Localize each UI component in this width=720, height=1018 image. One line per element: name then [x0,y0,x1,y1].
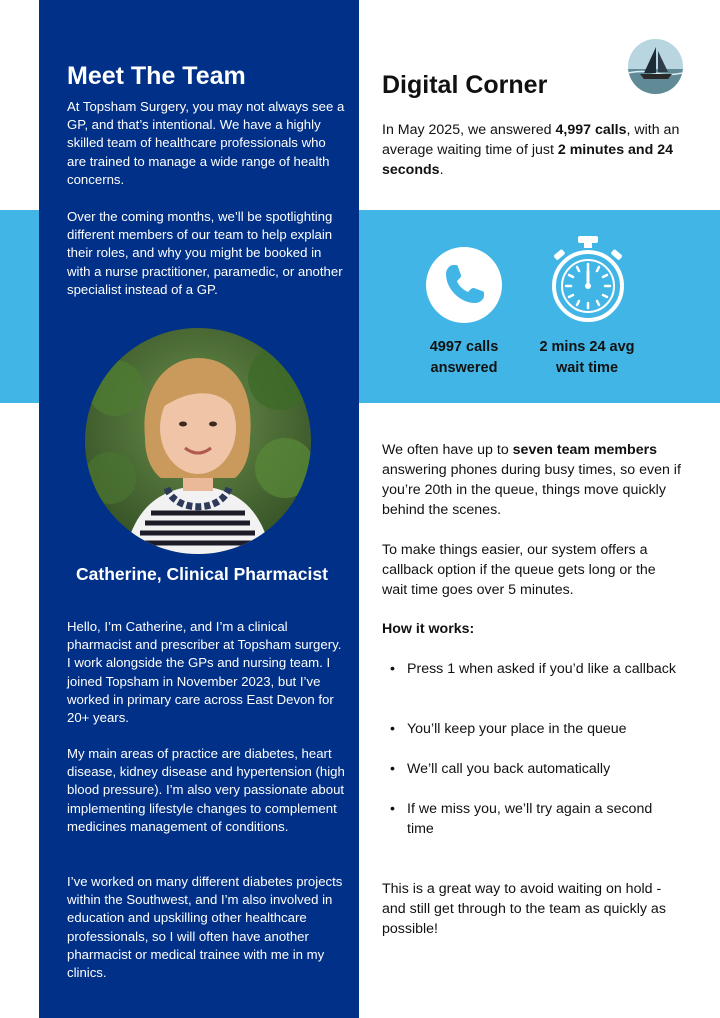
bio-paragraph-2: My main areas of practice are diabetes, heart disease, kidney disease and hypertension (high blood pressure). I’m also very passionate about implementing lifestyle changes to complement medicines management of conditions. [67,746,345,834]
meet-team-column [39,0,359,1018]
callback-paragraph: To make things easier, our system offers a callback option if the queue gets long or the wait time goes over 5 minutes. [382,542,656,598]
intro-paragraph-1: At Topsham Surgery, you may not always see a GP, and that’s intentional. We have a highly skilled team of healthcare professionals who are trained to manage a wide range of health concerns. [67,99,345,187]
bio-paragraph-3: I’ve worked on many different diabetes projects within the Southwest, and I’m also involved in education and upskilling other healthcare professionals, so I will often have another pharmacist or medical trainee with me in my clinics. [67,874,343,981]
phone-icon [426,247,502,323]
bio-paragraph-1: Hello, I’m Catherine, and I’m a clinical pharmacist and prescriber at Topsham surgery. I work alongside the GPs and nursing team. I joined Topsham in November 2023, but I’ve worked in primary care across East Devon for 20+ years. [67,619,342,726]
team-paragraph: We often have up to seven team members answering phones during busy times, so even if you’re 20th in the queue, things move quickly behind the scenes. [382,442,681,518]
how-it-works-heading: How it works: [382,621,475,637]
stat-calls-answered: 4997 calls answered [429,339,499,376]
member-title: Catherine, Clinical Pharmacist [76,564,328,584]
catherine-photo [85,328,311,554]
intro-paragraph-2: Over the coming months, we’ll be spotlighting different members of our team to help explain their roles, and why you might be booked in with a nurse practitioner, paramedic, or another specialist instead of a GP. [67,209,343,297]
closing-paragraph: This is a great way to avoid waiting on hold - and still get through to the team as quickly as possible! [382,881,666,937]
list-item: • We’ll call you back automatically [382,759,682,799]
sailboat-logo [628,39,683,94]
digital-corner-title: Digital Corner [382,71,548,99]
calls-summary: In May 2025, we answered 4,997 calls, with an average waiting time of just 2 minutes and 24 seconds. [382,122,680,178]
meet-team-title: Meet The Team [67,62,246,90]
list-item: • Press 1 when asked if you’d like a callback [382,659,682,719]
how-it-works-list [382,659,682,839]
list-item: • You’ll keep your place in the queue [382,719,682,759]
stat-average-wait: 2 mins 24 avg wait time [539,339,635,376]
stopwatch-icon [548,235,628,323]
list-item: • If we miss you, we’ll try again a second time [382,799,682,839]
